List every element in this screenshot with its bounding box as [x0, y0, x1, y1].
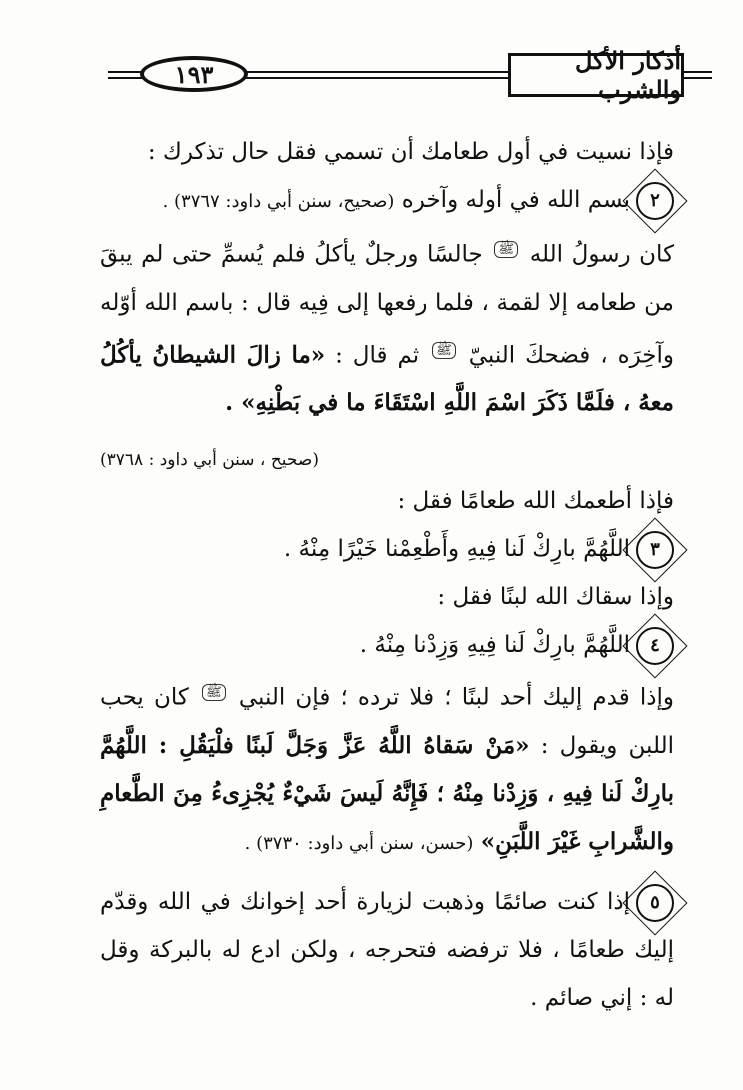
- paragraph-text: كان رسولُ الله: [529, 241, 675, 268]
- dhikr-text: إذا كنت صائمًا وذهبت لزيارة أحد إخوانك في الله وقدّم إليك طعامًا ، فلا ترفضه فتحرجه ، ولكن ادع له بالبركة وقل له : إني صائم .: [100, 888, 674, 1011]
- item-number-badge: ٥: [636, 884, 674, 922]
- paragraph: فإذا نسيت في أول طعامك أن تسمي فقل حال تذكرك :: [147, 139, 674, 165]
- honorific-glyph: ﷺ: [494, 241, 518, 258]
- dhikr-item-2: [100, 176, 674, 226]
- paragraph-text: جالسًا ورجلٌ يأكلُ فلم يُسمِّ حتى لم يبقَ من طعامه إلا لقمة ، فلما رفعها إلى فِيه قال : باسم الله أوّله وآخِرَه ، فضحكَ النبيّ: [100, 241, 675, 369]
- dhikr-text: اللَّهُمَّ بارِكْ لَنا فِيهِ وَزِدْنا مِنْهُ .: [359, 632, 630, 659]
- paragraph-text: كان يحب اللبن ويقول :: [100, 684, 674, 759]
- paragraph-text: ثم قال :: [335, 342, 420, 369]
- paragraph: وإذا سقاك الله لبنًا فقل :: [437, 584, 674, 611]
- item-number-badge: ٣: [636, 531, 674, 569]
- item-number-badge: ٤: [636, 627, 674, 665]
- hadith-quote: «مَنْ سَقاهُ اللَّهُ عَزَّ وَجَلَّ لَبنًا فلْيَقُلِ : اللَّهُمَّ بارِكْ لَنا فِيهِ ، وَزِدْنا مِنْهُ ؛ فَإِنَّهُ لَيسَ شَيْءٌ يُجْزِىءُ مِنَ الطَّعامِ والشَّرابِ غَيْرَ اللَّبَنِ»: [100, 731, 674, 855]
- citation: (صحيح ، سنن أبي داود : ٣٧٦٨): [100, 450, 319, 471]
- citation: (صحيح، سنن أبي داود: ٣٧٦٧) .: [162, 191, 395, 212]
- hadith-quote: «ما زالَ الشيطانُ يأكُلُ معهُ ، فلَمَّا ذَكَرَ اسْمَ اللَّهِ اسْتَقَاءَ ما في بَطْنِهِ» .: [100, 341, 674, 417]
- paragraph: فإذا أطعمك الله طعامًا فقل :: [397, 488, 674, 515]
- chapter-title: أذكار الأكل والشرب: [508, 53, 684, 97]
- paragraph-text: وإذا قدم إليك أحد لبنًا ؛ فلا ترده ؛ فإن النبي: [238, 684, 674, 711]
- hadith-paragraph: [100, 669, 674, 868]
- dhikr-item-5: [100, 878, 674, 1022]
- page-body: [100, 128, 674, 1022]
- dhikr-item-3: [100, 525, 674, 573]
- dhikr-text: اللَّهُمَّ بارِكْ لَنا فِيهِ وأَطْعِمْنا خَيْرًا مِنْهُ .: [283, 536, 630, 563]
- page-number: ١٩٣: [140, 56, 248, 92]
- hadith-paragraph: [100, 226, 674, 427]
- page-header: [108, 46, 712, 104]
- dhikr-item-4: [100, 621, 674, 669]
- honorific-glyph: ﷺ: [432, 342, 456, 359]
- dhikr-text: بسم الله في أوله وآخره: [401, 187, 630, 213]
- honorific-glyph: ﷺ: [202, 684, 226, 701]
- citation: (حسن، سنن أبي داود: ٣٧٣٠) .: [244, 832, 474, 854]
- item-number-badge: ٢: [636, 182, 674, 220]
